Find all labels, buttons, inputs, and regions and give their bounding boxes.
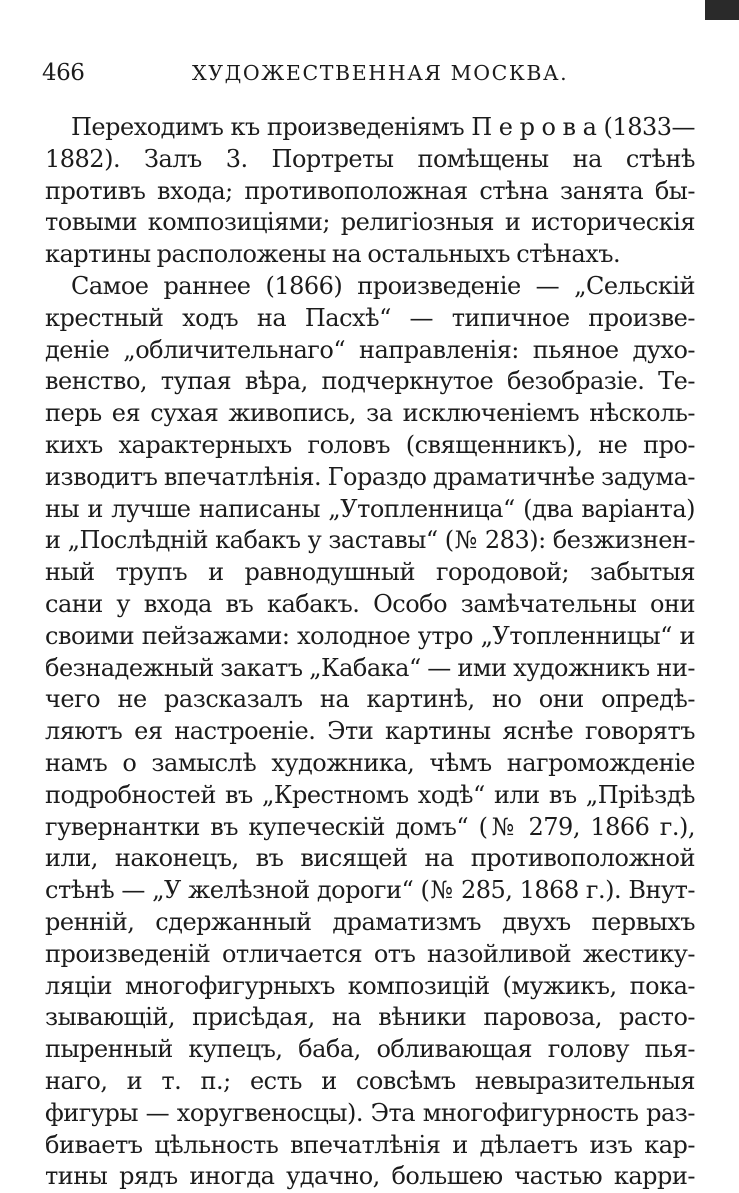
text-line: безнадежный закатъ „Кабака“ — ими художникъ ни- (45, 653, 695, 682)
text-line: подробностей въ „Крестномъ ходѣ“ или въ „Пріѣздѣ (45, 780, 695, 809)
text-line: наго, и т. п.; есть и совсѣмъ невыразительныя (45, 1066, 695, 1095)
text-line: картины расположены на остальныхъ стѣнахъ. (45, 240, 621, 269)
body-text (45, 112, 695, 1193)
text-line: произведеній отличается отъ назойливой жестику- (45, 939, 695, 968)
text-line: и „Послѣдній кабакъ у заставы“ (№ 283): безжизнен- (45, 526, 695, 555)
text-line: Переходимъ къ произведеніямъ П е р о в а (1833— (71, 113, 695, 141)
running-title: ХУДОЖЕСТВЕННАЯ МОСКВА. (192, 61, 569, 85)
text-line: зывающій, присѣдая, на вѣники паровоза, расто- (45, 1003, 695, 1032)
text-line: сани у входа въ кабакъ. Особо замѣчательны они (45, 589, 695, 618)
text-line: своими пейзажами: холодное утро „Утопленницы“ и (45, 621, 695, 650)
text-line: чего не разсказалъ на картинѣ, но они опредѣ- (45, 685, 695, 714)
page-number: 466 (42, 60, 85, 86)
text-line: намъ о замыслѣ художника, чѣмъ нагроможденіе (45, 748, 695, 777)
text-line: пыренный купецъ, баба, обливающая голову пья- (45, 1035, 695, 1064)
text-line: ный трупъ и равнодушный городовой; забытыя (45, 558, 695, 587)
text-line: тины рядъ иногда удачно, большею частью карри- (45, 1162, 695, 1191)
text-line: перь ея сухая живопись, за исключеніемъ нѣсколь- (45, 399, 695, 428)
text-line: стѣнѣ — „У желѣзной дороги“ (№ 285, 1868 г.). Внут- (45, 876, 695, 905)
text-line: ренній, сдержанный драматизмъ двухъ первыхъ (45, 907, 695, 936)
page-header (42, 60, 696, 86)
text-line: или, наконецъ, въ висящей на противоположной (45, 844, 695, 873)
text-line: венство, тупая вѣра, подчеркнутое безобразіе. Те- (45, 367, 695, 396)
text-line: биваетъ цѣльность впечатлѣнія и дѣлаетъ изъ кар- (45, 1130, 695, 1159)
text-line: Самое раннее (1866) произведеніе — „Сельскій (71, 271, 695, 300)
text-line: деніе „обличительнаго“ направленія: пьяное духо- (45, 335, 695, 364)
text-line: ны и лучше написаны „Утопленница“ (два варіанта) (45, 494, 695, 523)
text-line: ляютъ ея настроеніе. Эти картины яснѣе говорятъ (45, 717, 695, 746)
text-line: гувернантки въ купеческій домъ“ (№ 279, 1866 г.), (45, 812, 695, 841)
text-line: ляціи многофигурныхъ композицій (мужикъ, пока- (45, 971, 695, 1000)
text-line: противъ входа; противоположная стѣна занята бы- (45, 176, 695, 205)
text-line: товыми композиціями; религіозныя и историческія (45, 208, 695, 237)
text-line: кихъ характерныхъ головъ (священникъ), не про- (45, 430, 695, 459)
scan-edge-mark (705, 0, 739, 20)
text-line: фигуры — хоругвеносцы). Эта многофигурность раз- (45, 1098, 695, 1127)
text-line: 1882). Залъ 3. Портреты помѣщены на стѣнѣ (45, 144, 695, 173)
text-line: изводитъ впечатлѣнія. Гораздо драматичнѣе задума- (45, 462, 695, 491)
text-line: крестный ходъ на Пасхѣ“ — типичное произве- (45, 303, 695, 332)
